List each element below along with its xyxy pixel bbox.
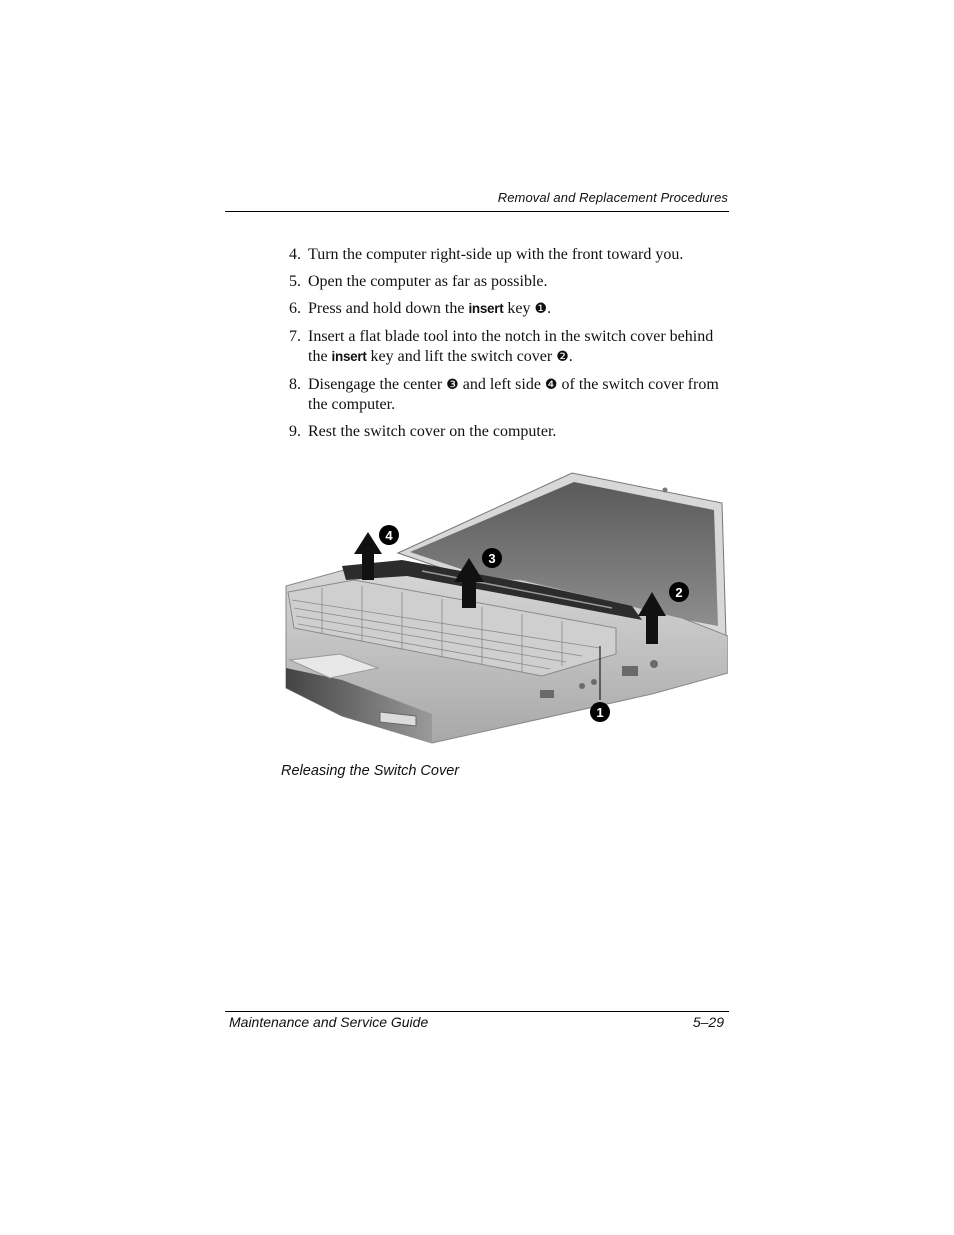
step-number: 6. xyxy=(289,300,301,317)
step-number: 7. xyxy=(289,328,301,345)
running-header: Removal and Replacement Procedures xyxy=(497,190,728,205)
callout-3-marker xyxy=(482,548,502,568)
callout-ref-2: ❷ xyxy=(556,348,569,365)
step-text-post: . xyxy=(547,300,552,317)
callout-2-number: 2 xyxy=(675,585,683,600)
step-9 xyxy=(289,422,729,442)
step-text: Turn the computer right-side up with the front toward you. xyxy=(308,246,684,263)
step-text-mid: and left side xyxy=(458,375,545,393)
header-rule xyxy=(225,211,729,212)
callout-4-number: 4 xyxy=(385,528,393,543)
step-text: Open the computer as far as possible. xyxy=(308,273,548,290)
insert-key-label: insert xyxy=(468,301,504,316)
step-5 xyxy=(289,272,729,292)
step-text-pre: Disengage the center xyxy=(308,375,447,393)
step-number: 9. xyxy=(289,423,301,440)
step-number: 4. xyxy=(289,246,301,263)
callout-2-marker xyxy=(669,582,689,602)
callout-ref-4: ❹ xyxy=(544,376,558,393)
step-text-pre: Insert a flat blade tool into the notch in the switch cover behind the xyxy=(308,328,714,365)
callout-4-marker xyxy=(379,525,399,545)
callout-ref-3: ❸ xyxy=(446,376,459,393)
footer-guide-title: Maintenance and Service Guide xyxy=(229,1014,429,1030)
step-number: 8. xyxy=(289,375,301,393)
step-7 xyxy=(289,327,729,367)
step-text-mid: key and lift the switch cover xyxy=(366,347,557,365)
callout-3-number: 3 xyxy=(488,551,496,566)
step-text-post: . xyxy=(568,347,573,365)
step-8 xyxy=(289,375,729,415)
callout-1-marker xyxy=(590,702,610,722)
page-number: 5–29 xyxy=(692,1014,724,1030)
step-text: Rest the switch cover on the computer. xyxy=(308,423,557,440)
step-text-mid: key xyxy=(503,300,535,317)
procedure-steps xyxy=(289,245,729,449)
switch-cover-illustration xyxy=(282,468,728,750)
step-number: 5. xyxy=(289,273,301,290)
insert-key-label: insert xyxy=(331,348,367,364)
step-4 xyxy=(289,245,729,265)
callout-1-number: 1 xyxy=(596,705,604,720)
footer-rule xyxy=(225,1011,729,1012)
figure-caption: Releasing the Switch Cover xyxy=(281,763,460,779)
step-text-pre: Press and hold down the xyxy=(308,300,469,317)
step-text-post: of the switch cover from the computer. xyxy=(308,375,719,413)
callout-ref-1: ❶ xyxy=(534,301,548,317)
step-6 xyxy=(289,299,729,320)
